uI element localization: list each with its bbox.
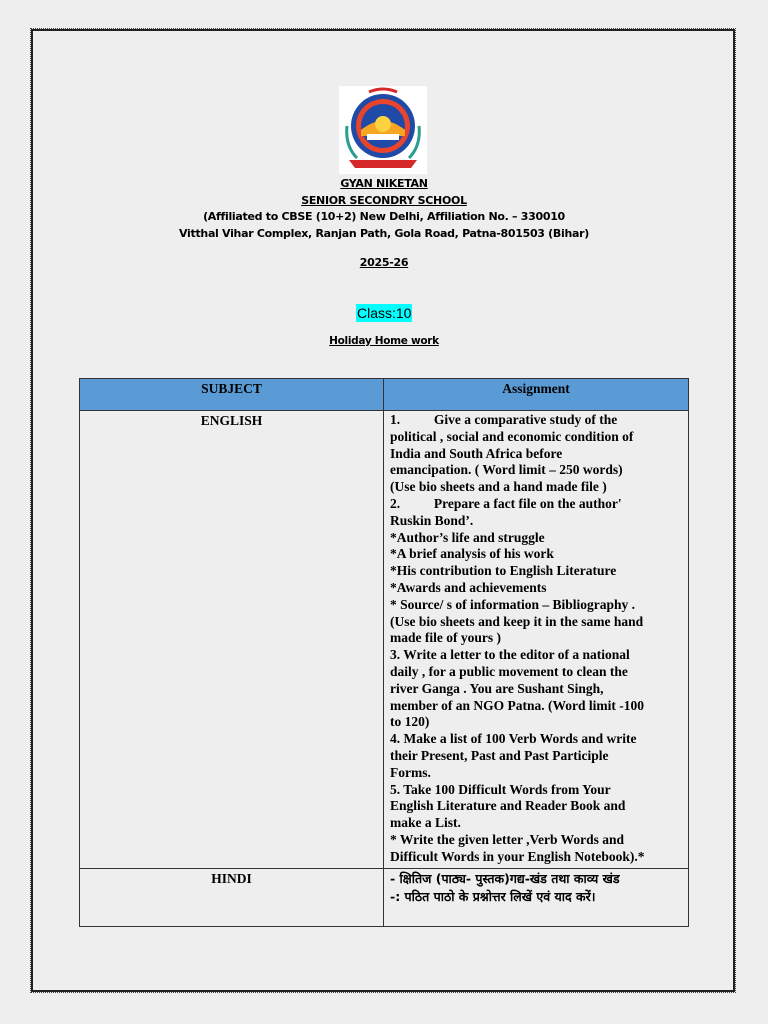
school-address: Vitthal Vihar Complex, Ranjan Path, Gola Road, Patna-801503 (Bihar) — [179, 227, 589, 240]
assignment-cell — [384, 868, 689, 926]
assignment-line: Difficult Words in your English Notebook).* — [390, 848, 645, 864]
assignment-line: *His contribution to English Literature — [390, 563, 617, 579]
assignment-line: 5. Take 100 Difficult Words from Your — [390, 781, 611, 797]
assignment-line: made file of yours ) — [390, 630, 501, 646]
school-type: SENIOR SECONDRY SCHOOL — [301, 194, 467, 207]
assignment-line: (Use bio sheets and a hand made file ) — [390, 479, 607, 495]
assignment-line: emancipation. ( Word limit – 250 words) — [390, 462, 623, 478]
assignment-line: 3. Write a letter to the editor of a national — [390, 647, 630, 663]
assignment-line: to 120) — [390, 714, 430, 730]
school-logo-icon — [339, 86, 427, 174]
header-assignment: Assignment — [384, 379, 689, 411]
assignment-line: 1. Give a comparative study of the — [390, 412, 618, 427]
assignment-line: Forms. — [390, 764, 431, 780]
school-name: GYAN NIKETAN — [340, 177, 428, 190]
assignment-line: *Author’s life and struggle — [390, 529, 545, 545]
assignment-line: English Literature and Reader Book and — [390, 798, 626, 814]
table-row — [80, 411, 689, 869]
table-header-row — [80, 379, 689, 411]
assignment-line: India and South Africa before — [390, 445, 563, 461]
assignment-line: political , social and economic condition of — [390, 428, 634, 444]
assignment-line: 4. Make a list of 100 Verb Words and write — [390, 731, 637, 747]
assignment-line: daily , for a public movement to clean the — [390, 663, 628, 679]
assignment-line: * Write the given letter ,Verb Words and — [390, 831, 624, 847]
table-row — [80, 868, 689, 926]
homework-table — [79, 378, 689, 927]
assignment-line: * Source/ s of information – Bibliography . — [390, 596, 636, 612]
subject-cell: HINDI — [80, 868, 384, 926]
assignment-cell — [384, 411, 689, 869]
school-affiliation: (Affiliated to CBSE (10+2) New Delhi, Affiliation No. – 330010 — [203, 210, 565, 223]
assignment-line: 2. Prepare a fact file on the author' — [390, 495, 622, 511]
document-title: Holiday Home work — [329, 335, 439, 347]
assignment-line: their Present, Past and Past Participle — [390, 747, 609, 763]
session-year: 2025-26 — [359, 256, 409, 269]
assignment-line: Ruskin Bond’. — [390, 512, 474, 528]
assignment-line: member of an NGO Patna. (Word limit -100 — [390, 697, 644, 713]
header-subject: SUBJECT — [80, 379, 384, 411]
assignment-line: make a List. — [390, 815, 461, 831]
assignment-line: *A brief analysis of his work — [390, 546, 554, 562]
class-label: Class:10 — [357, 305, 412, 321]
assignment-line: *Awards and achievements — [390, 579, 547, 595]
subject-cell: ENGLISH — [80, 411, 384, 869]
assignment-line: river Ganga . You are Sushant Singh, — [390, 680, 604, 696]
assignment-line: -: पठित पाठो के प्रश्नोत्तर लिखें एवं याद करें। — [390, 888, 596, 904]
assignment-line: (Use bio sheets and keep it in the same hand — [390, 613, 644, 629]
assignment-line: - क्षितिज (पाठ्य- पुस्तक)गद्य-खंड तथा काव्य खंड — [390, 870, 620, 886]
